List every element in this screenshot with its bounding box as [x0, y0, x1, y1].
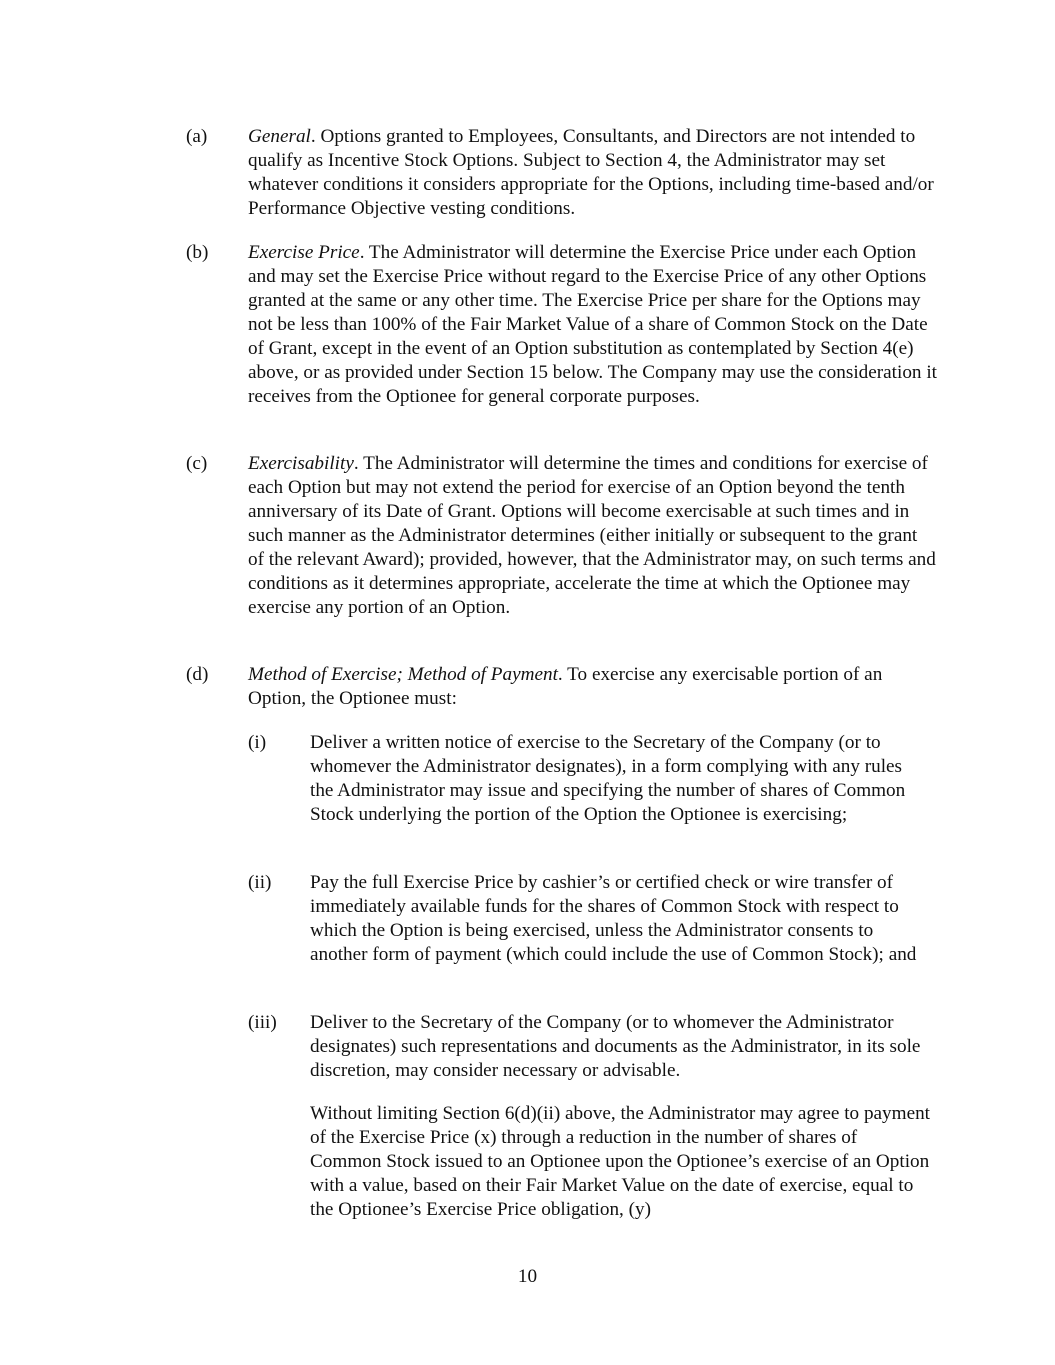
- section-item-c: [186, 452, 946, 620]
- item-body: [248, 452, 938, 620]
- subitem-text: Deliver to the Secretary of the Company (or to whomever the Administrator designates) such representations and documents as the Administrator, in its sole discretion, may consider necessary or advisable.: [310, 1012, 921, 1081]
- section-item-b: [186, 241, 946, 409]
- section-item-a: [186, 125, 946, 221]
- item-marker: (b): [186, 242, 209, 263]
- item-marker: (c): [186, 453, 208, 474]
- subitem-i: [248, 731, 938, 827]
- subitem-marker: (ii): [248, 872, 272, 893]
- item-text: . Options granted to Employees, Consultants, and Directors are not intended to qualify as Incentive Stock Options. Subject to Section 4, the Administrator may set whatever conditions it considers appropriate for the Options, including time-based and/or Performance Objective vesting conditions.: [248, 126, 934, 219]
- closing-paragraph: Without limiting Section 6(d)(ii) above, the Administrator may agree to payment of the Exercise Price (x) through a reduction in the number of shares of Common Stock issued to an Optionee upon the Optionee’s exercise of an Option with a value, based on their Fair Market Value on the date of exercise, equal to the Optionee’s Exercise Price obligation, (y): [310, 1103, 931, 1220]
- subitem-marker: (iii): [248, 1012, 277, 1033]
- item-marker: (a): [186, 126, 208, 147]
- subitem-text: Deliver a written notice of exercise to the Secretary of the Company (or to whomever the Administrator designates), in a form complying with any rules the Administrator may issue and specifying the number of shares of Common Stock underlying the portion of the Option the Optionee is exercising;: [310, 732, 906, 825]
- subitem-marker: (i): [248, 732, 267, 753]
- item-text: . The Administrator will determine the times and conditions for exercise of each Option but may not extend the period for exercise of an Option beyond the tenth anniversary of its Date of Grant. Options will become exercisable at such times and in such manner as the Administrator determines (either initially or subsequent to the grant of the relevant Award); provided, however, that the Administrator may, on such terms and conditions as it determines appropriate, accelerate the time at which the Optionee may exercise any portion of an Option.: [248, 453, 936, 618]
- item-marker: (d): [186, 664, 209, 685]
- item-heading: Method of Exercise; Method of Payment: [248, 664, 558, 685]
- item-body: [248, 241, 938, 409]
- item-text: . The Administrator will determine the Exercise Price under each Option and may set the Exercise Price without regard to the Exercise Price of any other Options granted at the same or any other time. The Exercise Price per share for the Options may not be less than 100% of the Fair Market Value of a share of Common Stock on the Date of Grant, except in the event of an Option substitution as contemplated by Section 4(e) above, or as provided under Section 15 below. The Company may use the consideration it receives from the Optionee for general corporate purposes.: [248, 242, 937, 407]
- subitem-text: Pay the full Exercise Price by cashier’s or certified check or wire transfer of immediately available funds for the shares of Common Stock with respect to which the Option is being exercised, unless the Administrator consents to another form of payment (which could include the use of Common Stock); and: [310, 872, 917, 965]
- subitem-ii: [248, 871, 938, 967]
- item-text: . To exercise any exercisable portion of an Option, the Optionee must:: [248, 664, 883, 709]
- page-number: 10: [517, 1266, 538, 1287]
- item-body: [248, 663, 938, 711]
- item-heading: Exercisability: [248, 453, 354, 474]
- item-heading: General: [248, 126, 311, 147]
- item-heading: Exercise Price: [248, 242, 360, 263]
- section-item-d: [186, 663, 946, 711]
- subitem-iii: [248, 1011, 938, 1083]
- item-body: [248, 125, 938, 221]
